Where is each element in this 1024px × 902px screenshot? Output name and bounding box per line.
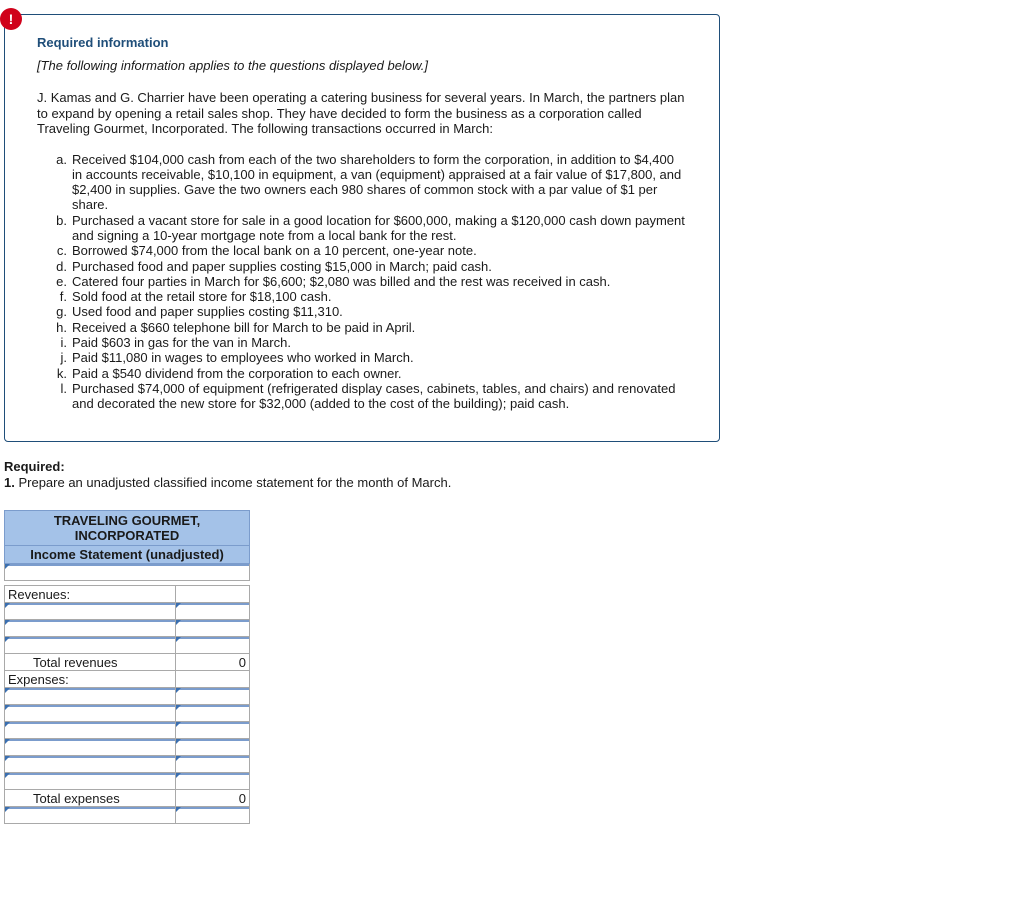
statement-company-name bbox=[5, 511, 250, 546]
task-text: Prepare an unadjusted classified income statement for the month of March. bbox=[18, 475, 452, 490]
company-line-1: TRAVELING GOURMET, bbox=[53, 513, 201, 528]
revenue-amount-cell bbox=[176, 603, 250, 620]
transaction-text: Purchased a vacant store for sale in a good location for $600,000, making a $120,000 cash down payment and signing a 10-year mortgage note from a local bank for the rest. bbox=[72, 212, 685, 243]
required-task bbox=[4, 475, 451, 490]
total-expenses-label: Total expenses bbox=[5, 790, 176, 807]
revenue-amount-cell bbox=[176, 637, 250, 654]
transaction-item bbox=[51, 289, 687, 304]
info-intro: J. Kamas and G. Charrier have been operating a catering business for several years. In March, the partners plan to expand by opening a retail sales shop. They have decided to form the business as a corporation called Traveling Gourmet, Incorporated. The following transactions occurred in March: bbox=[37, 90, 685, 136]
expense-amount-input[interactable] bbox=[176, 773, 249, 789]
required-information-panel bbox=[4, 14, 720, 442]
expense-amount-cell bbox=[176, 739, 250, 756]
transaction-text: Purchased food and paper supplies costing $15,000 in March; paid cash. bbox=[72, 258, 492, 274]
expense-account-input[interactable] bbox=[5, 722, 175, 738]
transaction-item bbox=[51, 381, 687, 412]
revenue-account-input[interactable] bbox=[5, 603, 175, 619]
expense-account-input[interactable] bbox=[5, 739, 175, 755]
date-cell bbox=[5, 564, 250, 581]
revenue-account-input[interactable] bbox=[5, 637, 175, 653]
transaction-letter: e. bbox=[56, 273, 67, 289]
transaction-letter: k. bbox=[56, 365, 67, 381]
statement-date-input[interactable] bbox=[5, 564, 249, 580]
revenues-label: Revenues: bbox=[5, 586, 176, 603]
transaction-list bbox=[37, 152, 687, 412]
total-revenues-label: Total revenues bbox=[5, 654, 176, 671]
expense-account-cell bbox=[5, 705, 176, 722]
net-income-amount-input[interactable] bbox=[176, 807, 249, 823]
expense-amount-input[interactable] bbox=[176, 722, 249, 738]
revenue-amount-cell bbox=[176, 620, 250, 637]
info-note: [The following information applies to the questions displayed below.] bbox=[37, 58, 428, 73]
transaction-item bbox=[51, 350, 687, 365]
transaction-text: Paid a $540 dividend from the corporation to each owner. bbox=[72, 365, 402, 381]
expense-amount-cell bbox=[176, 722, 250, 739]
revenue-account-input[interactable] bbox=[5, 620, 175, 636]
transaction-letter: a. bbox=[56, 151, 67, 167]
blank-cell bbox=[176, 671, 250, 688]
transaction-text: Catered four parties in March for $6,600; $2,080 was billed and the rest was received in cash. bbox=[72, 273, 611, 289]
expense-amount-cell bbox=[176, 705, 250, 722]
expense-amount-input[interactable] bbox=[176, 688, 249, 704]
transaction-item bbox=[51, 320, 687, 335]
expense-account-cell bbox=[5, 756, 176, 773]
company-line-2: INCORPORATED bbox=[74, 528, 180, 543]
transaction-text: Used food and paper supplies costing $11,310. bbox=[72, 304, 343, 320]
net-income-label-cell bbox=[5, 807, 176, 824]
transaction-letter: h. bbox=[56, 319, 67, 335]
expense-amount-cell bbox=[176, 773, 250, 790]
transaction-item bbox=[51, 213, 687, 244]
revenue-amount-input[interactable] bbox=[176, 637, 249, 653]
transaction-letter: f. bbox=[59, 289, 67, 305]
expense-account-input[interactable] bbox=[5, 688, 175, 704]
exclamation-icon: ! bbox=[0, 8, 22, 30]
expense-account-cell bbox=[5, 773, 176, 790]
transaction-text: Paid $11,080 in wages to employees who worked in March. bbox=[72, 350, 414, 366]
required-label: Required: bbox=[4, 459, 65, 474]
transaction-item bbox=[51, 335, 687, 350]
expense-account-input[interactable] bbox=[5, 773, 175, 789]
expense-amount-cell bbox=[176, 688, 250, 705]
total-revenues-value: 0 bbox=[176, 654, 250, 671]
expense-account-input[interactable] bbox=[5, 705, 175, 721]
transaction-text: Paid $603 in gas for the van in March. bbox=[72, 335, 291, 351]
revenue-account-cell bbox=[5, 603, 176, 620]
income-statement-table bbox=[4, 510, 250, 824]
blank-cell bbox=[176, 586, 250, 603]
transaction-letter: i. bbox=[60, 335, 67, 351]
transaction-item bbox=[51, 366, 687, 381]
transaction-item bbox=[51, 304, 687, 319]
statement-title: Income Statement (unadjusted) bbox=[5, 546, 250, 564]
info-title: Required information bbox=[37, 35, 169, 50]
transaction-item bbox=[51, 152, 687, 213]
transaction-letter: l. bbox=[60, 380, 67, 396]
expense-account-cell bbox=[5, 688, 176, 705]
expenses-label: Expenses: bbox=[5, 671, 176, 688]
transaction-item bbox=[51, 243, 687, 258]
expense-amount-input[interactable] bbox=[176, 739, 249, 755]
revenue-account-cell bbox=[5, 620, 176, 637]
transaction-item bbox=[51, 259, 687, 274]
transaction-text: Sold food at the retail store for $18,100 cash. bbox=[72, 289, 332, 305]
expense-amount-cell bbox=[176, 756, 250, 773]
transaction-item bbox=[51, 274, 687, 289]
revenue-account-cell bbox=[5, 637, 176, 654]
transaction-letter: b. bbox=[56, 212, 67, 228]
net-income-label-input[interactable] bbox=[5, 807, 175, 823]
revenue-amount-input[interactable] bbox=[176, 603, 249, 619]
net-income-amount-cell bbox=[176, 807, 250, 824]
expense-account-input[interactable] bbox=[5, 756, 175, 772]
transaction-letter: j. bbox=[60, 350, 67, 366]
total-expenses-value: 0 bbox=[176, 790, 250, 807]
transaction-letter: c. bbox=[56, 243, 67, 259]
transaction-text: Purchased $74,000 of equipment (refrigerated display cases, cabinets, tables, and chairs) and renovated and decorated the new store for $32,000 (added to the cost of the building); paid cash. bbox=[72, 380, 676, 412]
revenue-amount-input[interactable] bbox=[176, 620, 249, 636]
transaction-text: Received $104,000 cash from each of the two shareholders to form the corporation, in addition to $4,400 in accounts receivable, $10,100 in equipment, a van (equipment) appraised at a fair value of $17,800, and $2,400 in supplies. Gave the two owners each 980 shares of common stock with a par value of $1 per share. bbox=[72, 151, 682, 213]
transaction-letter: g. bbox=[56, 304, 67, 320]
task-number: 1. bbox=[4, 475, 15, 490]
expense-amount-input[interactable] bbox=[176, 705, 249, 721]
transaction-letter: d. bbox=[56, 258, 67, 274]
expense-account-cell bbox=[5, 739, 176, 756]
expense-account-cell bbox=[5, 722, 176, 739]
expense-amount-input[interactable] bbox=[176, 756, 249, 772]
transaction-text: Received a $660 telephone bill for March to be paid in April. bbox=[72, 319, 416, 335]
transaction-text: Borrowed $74,000 from the local bank on a 10 percent, one-year note. bbox=[72, 243, 477, 259]
